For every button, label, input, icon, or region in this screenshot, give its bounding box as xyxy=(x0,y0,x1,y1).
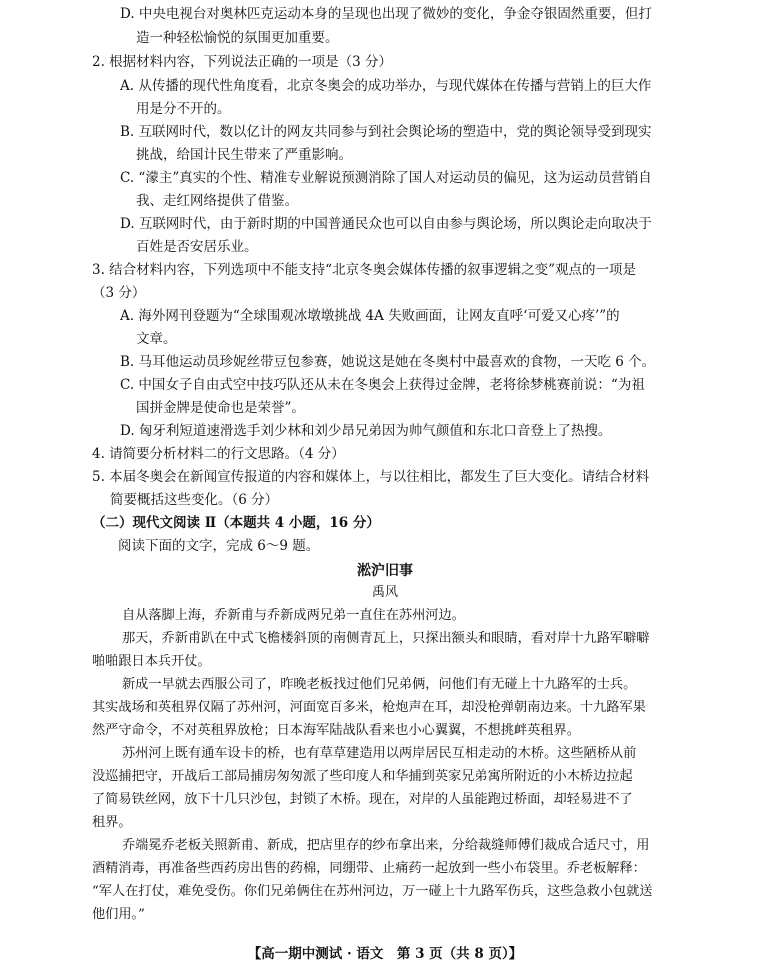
q2-option-c: C. “濛主”真实的个性、精准专业解说预测消除了国人对运动员的偏见，这为运动员营销自 xyxy=(120,170,652,186)
q2-option-b: B. 互联网时代，数以亿计的网友共同参与到社会舆论场的塑造中，党的舆论领导受到现实 xyxy=(120,124,652,140)
section-instruction: 阅读下面的文字，完成 6～9 题。 xyxy=(118,538,320,554)
paragraph-line: 苏州河上既有通车设卡的桥，也有草草建造用以两岸居民互相走动的木桥。这些陋桥从前 xyxy=(122,746,637,761)
q2-option-c-cont: 我、走红网络提供了借鉴。 xyxy=(136,193,298,209)
q3-option-c: C. 中国女子自由式空中技巧队还从未在冬奥会上获得过金牌，老将徐梦桃赛前说：“为祖 xyxy=(120,377,645,393)
q2-option-a: A. 从传播的现代性角度看，北京冬奥会的成功举办，与现代媒体在传播与营销上的巨大作 xyxy=(120,78,652,94)
q3-option-c-cont: 国拼金牌是使命也是荣誉”。 xyxy=(136,400,305,416)
page-footer: 【高一期中测试 · 语文 第 3 页（共 8 页）】 xyxy=(247,946,523,962)
q3-option-a: A. 海外网刊登题为“全球围观冰墩墩挑战 4A 失败画面，让网友直呼‘可爱又心疼’”的 xyxy=(120,308,620,324)
paragraph-line: 其实战场和英租界仅隔了苏州河，河面宽百多米，枪炮声在耳，却没枪弹朝南边来。十九路军果 xyxy=(92,700,646,715)
question-4: 4. 请简要分析材料二的行文思路。（4 分） xyxy=(92,446,345,462)
paragraph-line: 然严守命令，不对英租界放枪；日本海军陆战队看来也小心翼翼，不想挑衅英租界。 xyxy=(92,723,580,738)
q3-option-a-cont: 文章。 xyxy=(136,331,177,347)
paragraph-line: 新成一早就去西服公司了，昨晚老板找过他们兄弟俩，问他们有无碰上十九路军的士兵。 xyxy=(122,677,637,692)
question-3-cont: （3 分） xyxy=(92,285,146,301)
q1-option-d: D. 中央电视台对奥林匹克运动本身的呈现也出现了微妙的变化，争金夺银固然重要，但打 xyxy=(120,6,652,22)
article-author: 禹风 xyxy=(371,585,398,600)
paragraph-line: 乔端冕乔老板关照新甫、新成，把店里存的纱布拿出来，分给裁缝师傅们裁成合适尺寸，用 xyxy=(122,838,650,853)
paragraph-line: 租界。 xyxy=(92,815,132,830)
q2-option-b-cont: 挑战，给国计民生带来了严重影响。 xyxy=(136,147,352,163)
section-heading: （二）现代文阅读 Ⅱ（本题共 4 小题，16 分） xyxy=(92,515,380,531)
article-title: 淞沪旧事 xyxy=(357,563,413,579)
question-2: 2. 根据材料内容，下列说法正确的一项是（3 分） xyxy=(92,54,393,70)
q2-option-a-cont: 用是分不开的。 xyxy=(136,101,231,117)
question-5: 5. 本届冬奥会在新闻宣传报道的内容和媒体上，与以往相比，都发生了巨大变化。请结合材料 xyxy=(92,469,650,485)
paragraph-line: 酒精消毒，再准备些西药房出售的药棉，同绷带、止痛药一起放到一些小布袋里。乔老板解释： xyxy=(92,861,646,876)
q3-option-d: D. 匈牙利短道速滑选手刘少林和刘少昂兄弟因为帅气颜值和东北口音登上了热搜。 xyxy=(120,423,612,439)
paragraph-line: 他们用。” xyxy=(92,907,145,922)
paragraph-line: 了简易铁丝网，放下十几只沙包，封锁了木桥。现在，对岸的人虽能跑过桥面，却轻易进不了 xyxy=(92,792,633,807)
q1-option-d-cont: 造一种轻松愉悦的氛围更加重要。 xyxy=(136,30,339,46)
paragraph-line: 啪啪跟日本兵开仗。 xyxy=(92,654,211,669)
question-3: 3. 结合材料内容，下列选项中不能支持“北京冬奥会媒体传播的叙事逻辑之变”观点的一项是 xyxy=(92,262,636,278)
q3-option-b: B. 马耳他运动员珍妮丝带豆包参赛，她说这是她在冬奥村中最喜欢的食物，一天吃 6 个。 xyxy=(120,354,656,370)
paragraph-line: 自从落脚上海，乔新甫与乔新成两兄弟一直住在苏州河边。 xyxy=(122,608,465,623)
paragraph-line: “军人在打仗，难免受伤。你们兄弟俩住在苏州河边，万一碰上十九路军伤兵，这些急救小包就送 xyxy=(92,884,653,899)
q2-option-d: D. 互联网时代，由于新时期的中国普通民众也可以自由参与舆论场，所以舆论走向取决于 xyxy=(120,216,652,232)
paragraph-line: 没巡捕把守，开战后工部局捕房匆匆派了些印度人和华捕到英家兄弟寓所附近的小木桥边拉起 xyxy=(92,769,633,784)
question-5-cont: 简要概括这些变化。（6 分） xyxy=(110,492,279,508)
paragraph-line: 那天，乔新甫趴在中式飞檐楼斜顶的南侧青瓦上，只探出额头和眼睛，看对岸十九路军噼噼 xyxy=(122,631,650,646)
q2-option-d-cont: 百姓是否安居乐业。 xyxy=(136,239,258,255)
